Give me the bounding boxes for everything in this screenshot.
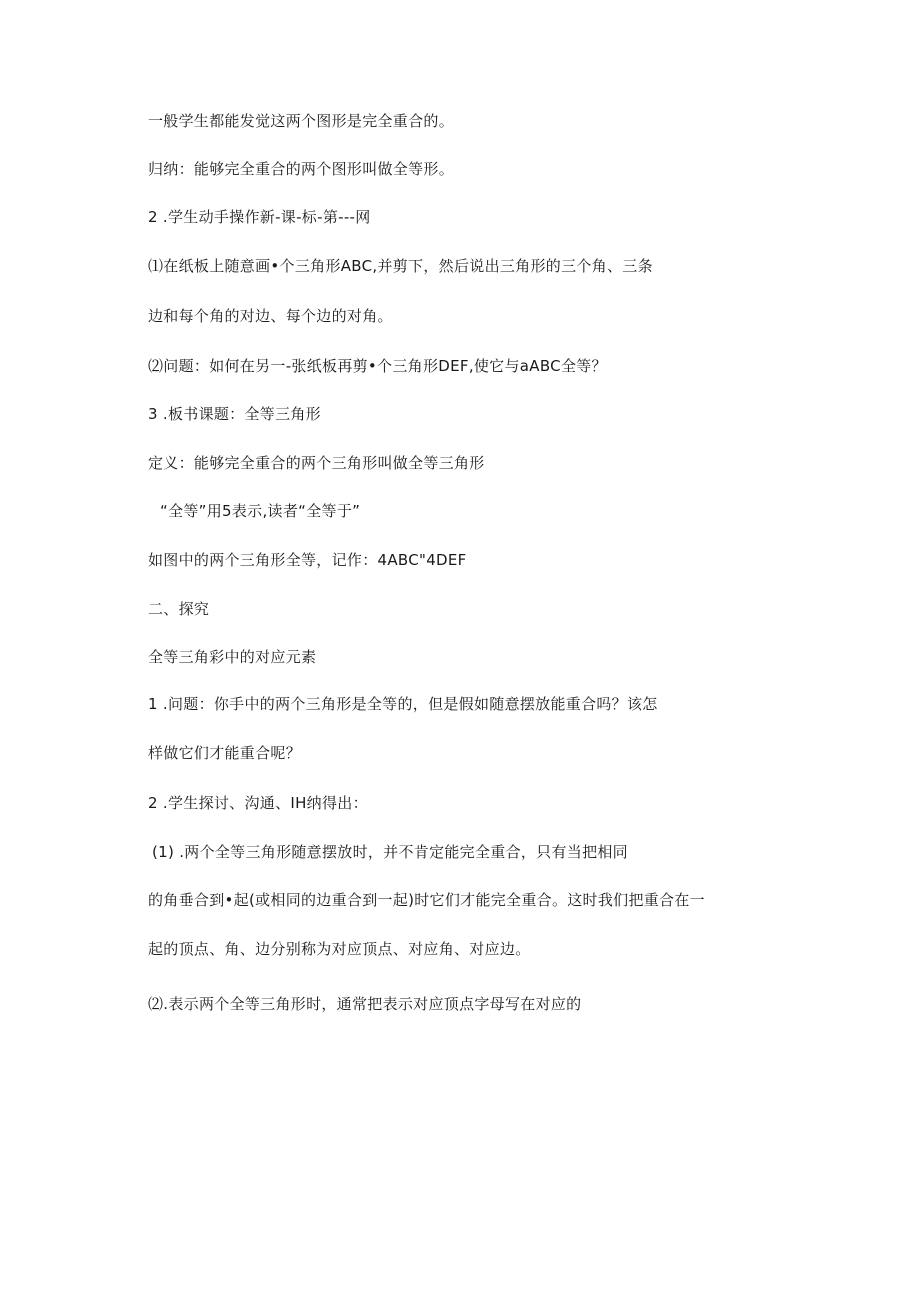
text-line: 2 .学生动手操作新-课-标-第---网 [148,208,371,226]
text-line: 的角垂合到•起(或相同的边重合到一起)时它们才能完全重合。这时我们把重合在一 [148,891,705,909]
text-line: ⑵.表示两个全等三角形时，通常把表示对应顶点字母写在对应的 [148,995,582,1013]
text-line: 一般学生都能发觉这两个图形是完全重合的。 [148,112,455,130]
text-line: 样做它们才能重合呢？ [148,744,302,762]
section-heading: 二、探究 [148,600,210,618]
text-line: 全等三角彩中的对应元素 [148,648,317,666]
section-heading: 3 .板书课题：全等三角形 [148,405,321,423]
text-line: 2 .学生探讨、沟通、IH纳得出： [148,794,368,812]
text-line: 如图中的两个三角形全等，记作：4ABC"4DEF [148,551,467,569]
text-line: (1) .两个全等三角形随意摆放时，并不肯定能完全重合，只有当把相同 [152,843,628,861]
text-line: ⑴在纸板上随意画•个三角形ABC,并剪下，然后说出三角形的三个角、三条 [148,257,653,275]
text-line: 1 .问题：你手中的两个三角形是全等的，但是假如随意摆放能重合吗？该怎 [148,695,658,713]
definition-line: 定义：能够完全重合的两个三角形叫做全等三角形 [148,454,485,472]
text-line: 归纳：能够完全重合的两个图形叫做全等形。 [148,160,455,178]
text-line: 起的顶点、角、边分别称为对应顶点、对应角、对应边。 [148,940,531,958]
text-line: “全等”用5表示,读者“全等于” [160,502,361,520]
text-line: ⑵问题：如何在另一-张纸板再剪•个三角形DEF,使它与aABC全等？ [148,357,607,375]
text-line: 边和每个角的对边、每个边的对角。 [148,307,393,325]
